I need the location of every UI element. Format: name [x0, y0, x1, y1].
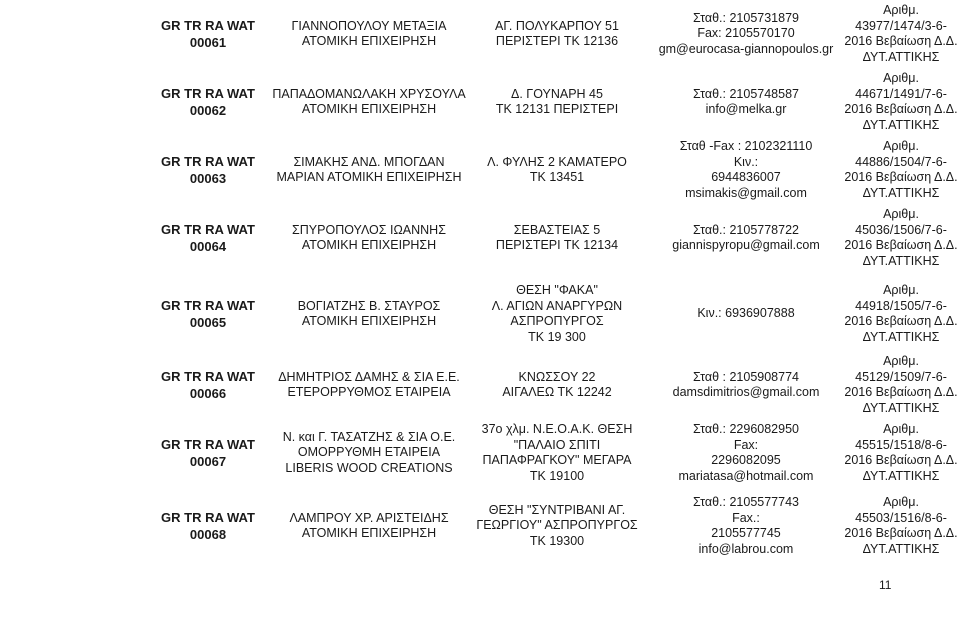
company-contact	[650, 414, 842, 492]
company-address	[464, 272, 650, 356]
registration-info-line: ΔΥΤ.ΑΤΤΙΚΗΣ	[862, 185, 940, 200]
company-name-line: ΜΑΡΙΑΝ ΑΤΟΜΙΚΗ ΕΠΙΧΕΙΡΗΣΗ	[276, 170, 462, 184]
company-contact-line: Σταθ.: 2296082950	[692, 422, 799, 436]
company-address	[464, 68, 650, 136]
table-row	[142, 272, 960, 356]
company-address	[464, 0, 650, 68]
company-name-line: ΕΤΕΡΟΡΡΥΘΜΟΣ ΕΤΑΙΡΕΙΑ	[287, 385, 451, 399]
registry-code-line: GR TR RA WAT	[161, 437, 255, 452]
registration-info	[842, 414, 960, 492]
company-contact-line: Fax:	[733, 437, 759, 452]
company-contact-line: Κιν.: 6936907888	[697, 306, 795, 321]
registration-info-line: 45503/1516/8-6-	[855, 510, 947, 525]
registration-info-line: 2016 Βεβαίωση Δ.Δ.	[844, 385, 958, 399]
registration-info	[842, 68, 960, 136]
company-address-line: ΑΓ. ΠΟΛΥΚΑΡΠΟΥ 51	[495, 18, 619, 33]
company-address-line: ΤΚ 19300	[529, 533, 585, 548]
registry-code	[142, 68, 274, 136]
registration-info	[842, 272, 960, 356]
registration-info	[842, 356, 960, 414]
company-contact	[650, 356, 842, 414]
registry-code-line: GR TR RA WAT	[161, 298, 255, 313]
company-name-line: LIBERIS WOOD CREATIONS	[285, 460, 453, 475]
company-contact-line: Σταθ.: 2105748587	[692, 86, 799, 101]
company-contact-line: 2296082095	[711, 453, 781, 467]
registration-info-line: ΔΥΤ.ΑΤΤΙΚΗΣ	[862, 253, 940, 268]
company-address-line: ΤΚ 19100	[529, 468, 585, 483]
company-address-line: ΘΕΣΗ "ΣΥΝΤΡΙΒΑΝΙ ΑΓ.	[488, 502, 626, 517]
company-contact-line: 2105577745	[711, 526, 781, 540]
company-contact	[650, 68, 842, 136]
company-name	[274, 356, 464, 414]
registration-info-line: Αριθμ.	[883, 283, 919, 297]
registration-info-line: Αριθμ.	[883, 139, 919, 153]
company-contact-line: Σταθ : 2105908774	[692, 369, 799, 384]
registry-code	[142, 0, 274, 68]
company-name	[274, 204, 464, 272]
company-contact-line: info@melka.gr	[705, 102, 787, 116]
table-row	[142, 136, 960, 204]
registry-code-line: GR TR RA WAT	[161, 154, 255, 169]
registration-info-line: 2016 Βεβαίωση Δ.Δ.	[844, 314, 958, 328]
company-name-line: ΣΙΜΑΚΗΣ ΑΝΔ. ΜΠΟΓΔΑΝ	[293, 154, 445, 169]
registry-code-line: 00065	[189, 315, 227, 330]
company-contact	[650, 204, 842, 272]
registration-info-line: 45515/1518/8-6-	[855, 437, 947, 452]
company-contact-line: Fax: 2105570170	[697, 26, 795, 41]
company-address-line: ΣΕΒΑΣΤΕΙΑΣ 5	[513, 222, 601, 237]
registry-code-line: 00062	[189, 103, 227, 118]
registry-code-line: GR TR RA WAT	[161, 222, 255, 237]
registry-code-line: 00061	[189, 35, 227, 50]
company-name-line: Ν. και Γ. ΤΑΣΑΤΖΗΣ & ΣΙΑ Ο.Ε.	[282, 429, 456, 444]
registration-info-line: ΔΥΤ.ΑΤΤΙΚΗΣ	[862, 117, 940, 132]
company-address-line: Δ. ΓΟΥΝΑΡΗ 45	[511, 86, 603, 101]
company-contact-line: 6944836007	[711, 170, 781, 184]
company-address-line: ΤΚ 19 300	[528, 329, 586, 344]
registration-info	[842, 136, 960, 204]
table-row	[142, 492, 960, 560]
company-name-line: ΑΤΟΜΙΚΗ ΕΠΙΧΕΙΡΗΣΗ	[301, 102, 437, 116]
registry-code-line: 00064	[189, 239, 227, 254]
company-address	[464, 204, 650, 272]
table-row	[142, 68, 960, 136]
registration-info-line: ΔΥΤ.ΑΤΤΙΚΗΣ	[862, 400, 940, 415]
table-row	[142, 204, 960, 272]
registration-info-line: 45036/1506/7-6-	[855, 222, 947, 237]
company-contact-line: damsdimitrios@gmail.com	[672, 385, 820, 399]
registry-code	[142, 272, 274, 356]
company-address-line: ΤΚ 12131 ΠΕΡΙΣΤΕΡΙ	[495, 102, 619, 116]
company-contact-line-pair	[666, 139, 826, 170]
registry-code-line: 00063	[189, 171, 227, 186]
company-address-line: ΑΙΓΑΛΕΩ ΤΚ 12242	[502, 385, 612, 399]
company-contact-line: msimakis@gmail.com	[685, 185, 807, 200]
registration-info-line: 45129/1509/7-6-	[855, 369, 947, 384]
registry-code	[142, 356, 274, 414]
registry-code	[142, 414, 274, 492]
registration-info-line: ΔΥΤ.ΑΤΤΙΚΗΣ	[862, 329, 940, 344]
registration-info-line: 2016 Βεβαίωση Δ.Δ.	[844, 453, 958, 467]
company-contact-line: Fax.:	[732, 510, 760, 525]
company-contact	[650, 272, 842, 356]
company-contact	[650, 136, 842, 204]
company-name-line: ΑΤΟΜΙΚΗ ΕΠΙΧΕΙΡΗΣΗ	[301, 526, 437, 540]
company-address	[464, 136, 650, 204]
company-address	[464, 356, 650, 414]
company-address-line: ΚΝΩΣΣΟΥ 22	[518, 369, 596, 384]
company-address-line: ΘΕΣΗ "ΦΑΚΑ"	[516, 283, 598, 297]
registration-info-line: 2016 Βεβαίωση Δ.Δ.	[844, 238, 958, 252]
registration-info-line: 2016 Βεβαίωση Δ.Δ.	[844, 526, 958, 540]
company-name-line: ΑΤΟΜΙΚΗ ΕΠΙΧΕΙΡΗΣΗ	[301, 314, 437, 328]
company-name	[274, 0, 464, 68]
registration-info-line: 2016 Βεβαίωση Δ.Δ.	[844, 34, 958, 48]
registration-info-line: Αριθμ.	[883, 3, 919, 17]
registration-info-line: 44918/1505/7-6-	[855, 298, 947, 313]
company-contact-line: giannispyropu@gmail.com	[672, 238, 820, 252]
company-name-line: ΑΤΟΜΙΚΗ ΕΠΙΧΕΙΡΗΣΗ	[301, 238, 437, 252]
company-contact-line: gm@eurocasa-giannopoulos.gr	[658, 41, 834, 56]
company-contact-line: Σταθ -Fax : 2102321110	[679, 139, 813, 153]
registry-code-line: GR TR RA WAT	[161, 510, 255, 525]
company-name-line: ΒΟΓΙΑΤΖΗΣ Β. ΣΤΑΥΡΟΣ	[297, 298, 441, 313]
registry-code-line: GR TR RA WAT	[161, 369, 255, 384]
registry-code	[142, 492, 274, 560]
registry-code-line: 00066	[189, 386, 227, 401]
registry-code-line: 00068	[189, 527, 227, 542]
company-name	[274, 414, 464, 492]
company-name-line: ΠΑΠΑΔΟΜΑΝΩΛΑΚΗ ΧΡΥΣΟΥΛΑ	[272, 86, 466, 101]
registration-info-line: Αριθμ.	[883, 354, 919, 368]
registry-code	[142, 136, 274, 204]
company-name-line: ΛΑΜΠΡΟΥ ΧΡ. ΑΡΙΣΤΕΙΔΗΣ	[289, 510, 449, 525]
company-address-line: "ΠΑΛΑΙΟ ΣΠΙΤΙ	[513, 437, 601, 452]
company-name-line: ΣΠΥΡΟΠΟΥΛΟΣ ΙΩΑΝΝΗΣ	[292, 222, 446, 237]
company-address-line: 37ο χλμ. Ν.Ε.Ο.Α.Κ. ΘΕΣΗ	[481, 422, 633, 436]
registration-info-line: 2016 Βεβαίωση Δ.Δ.	[844, 102, 958, 116]
company-address	[464, 414, 650, 492]
company-address-line: Λ. ΦΥΛΗΣ 2 ΚΑΜΑΤΕΡΟ	[487, 154, 627, 169]
company-contact-line: Κιν.:	[733, 154, 759, 169]
company-address-line: ΠΕΡΙΣΤΕΡΙ ΤΚ 12134	[495, 238, 619, 252]
registration-info	[842, 204, 960, 272]
registration-info-line: 43977/1474/3-6-	[855, 18, 947, 33]
registration-info	[842, 492, 960, 560]
company-address-line: ΠΕΡΙΣΤΕΡΙ ΤΚ 12136	[495, 34, 619, 48]
registry-code	[142, 204, 274, 272]
registration-info-line: ΔΥΤ.ΑΤΤΙΚΗΣ	[862, 541, 940, 556]
company-contact	[650, 0, 842, 68]
company-address-line: ΓΕΩΡΓΙΟΥ" ΑΣΠΡΟΠΥΡΓΟΣ	[476, 518, 638, 533]
company-address	[464, 492, 650, 560]
registration-info-line: ΔΥΤ.ΑΤΤΙΚΗΣ	[862, 468, 940, 483]
table-row	[142, 0, 960, 68]
company-contact-line: Σταθ.: 2105731879	[692, 10, 799, 25]
company-contact-line: info@labrou.com	[698, 541, 794, 556]
registration-info-line: 2016 Βεβαίωση Δ.Δ.	[844, 170, 958, 184]
company-name-line: ΑΤΟΜΙΚΗ ΕΠΙΧΕΙΡΗΣΗ	[301, 34, 437, 48]
page-number: 11	[879, 578, 892, 592]
registration-info-line: Αριθμ.	[883, 422, 919, 436]
company-name-line: ΟΜΟΡΡΥΘΜΗ ΕΤΑΙΡΕΙΑ	[297, 445, 441, 460]
company-contact-line: Σταθ.: 2105778722	[692, 222, 799, 237]
table-row	[142, 414, 960, 492]
company-name	[274, 68, 464, 136]
registry-code-line: GR TR RA WAT	[161, 18, 255, 33]
registration-info-line: Αριθμ.	[883, 495, 919, 509]
company-contact-line-pair	[666, 422, 826, 453]
registration-info-line: 44886/1504/7-6-	[855, 154, 947, 169]
table-row	[142, 356, 960, 414]
registration-info-line: Αριθμ.	[883, 71, 919, 85]
company-contact	[650, 492, 842, 560]
company-name	[274, 272, 464, 356]
company-name	[274, 492, 464, 560]
company-address-line: Λ. ΑΓΙΩΝ ΑΝΑΡΓΥΡΩΝ	[491, 298, 623, 313]
company-address-line: ΠΑΠΑΦΡΑΓΚΟΥ" ΜΕΓΑΡΑ	[482, 453, 632, 467]
registration-info-line: ΔΥΤ.ΑΤΤΙΚΗΣ	[862, 49, 940, 64]
company-contact-line: mariatasa@hotmail.com	[678, 468, 814, 483]
company-contact-line: Σταθ.: 2105577743	[692, 495, 799, 509]
registration-info-line: Αριθμ.	[883, 207, 919, 221]
registration-info	[842, 0, 960, 68]
company-address-line: ΤΚ 13451	[529, 170, 585, 184]
company-name-line: ΔΗΜΗΤΡΙΟΣ ΔΑΜΗΣ & ΣΙΑ Ε.Ε.	[278, 369, 460, 384]
registry-code-line: 00067	[189, 454, 227, 469]
company-address-line: ΑΣΠΡΟΠΥΡΓΟΣ	[510, 314, 604, 328]
registration-info-line: 44671/1491/7-6-	[855, 86, 947, 101]
company-name	[274, 136, 464, 204]
company-contact-line-pair	[666, 495, 826, 526]
company-name-line: ΓΙΑΝΝΟΠΟΥΛΟΥ ΜΕΤΑΞΙΑ	[291, 18, 447, 33]
registry-code-line: GR TR RA WAT	[161, 86, 255, 101]
